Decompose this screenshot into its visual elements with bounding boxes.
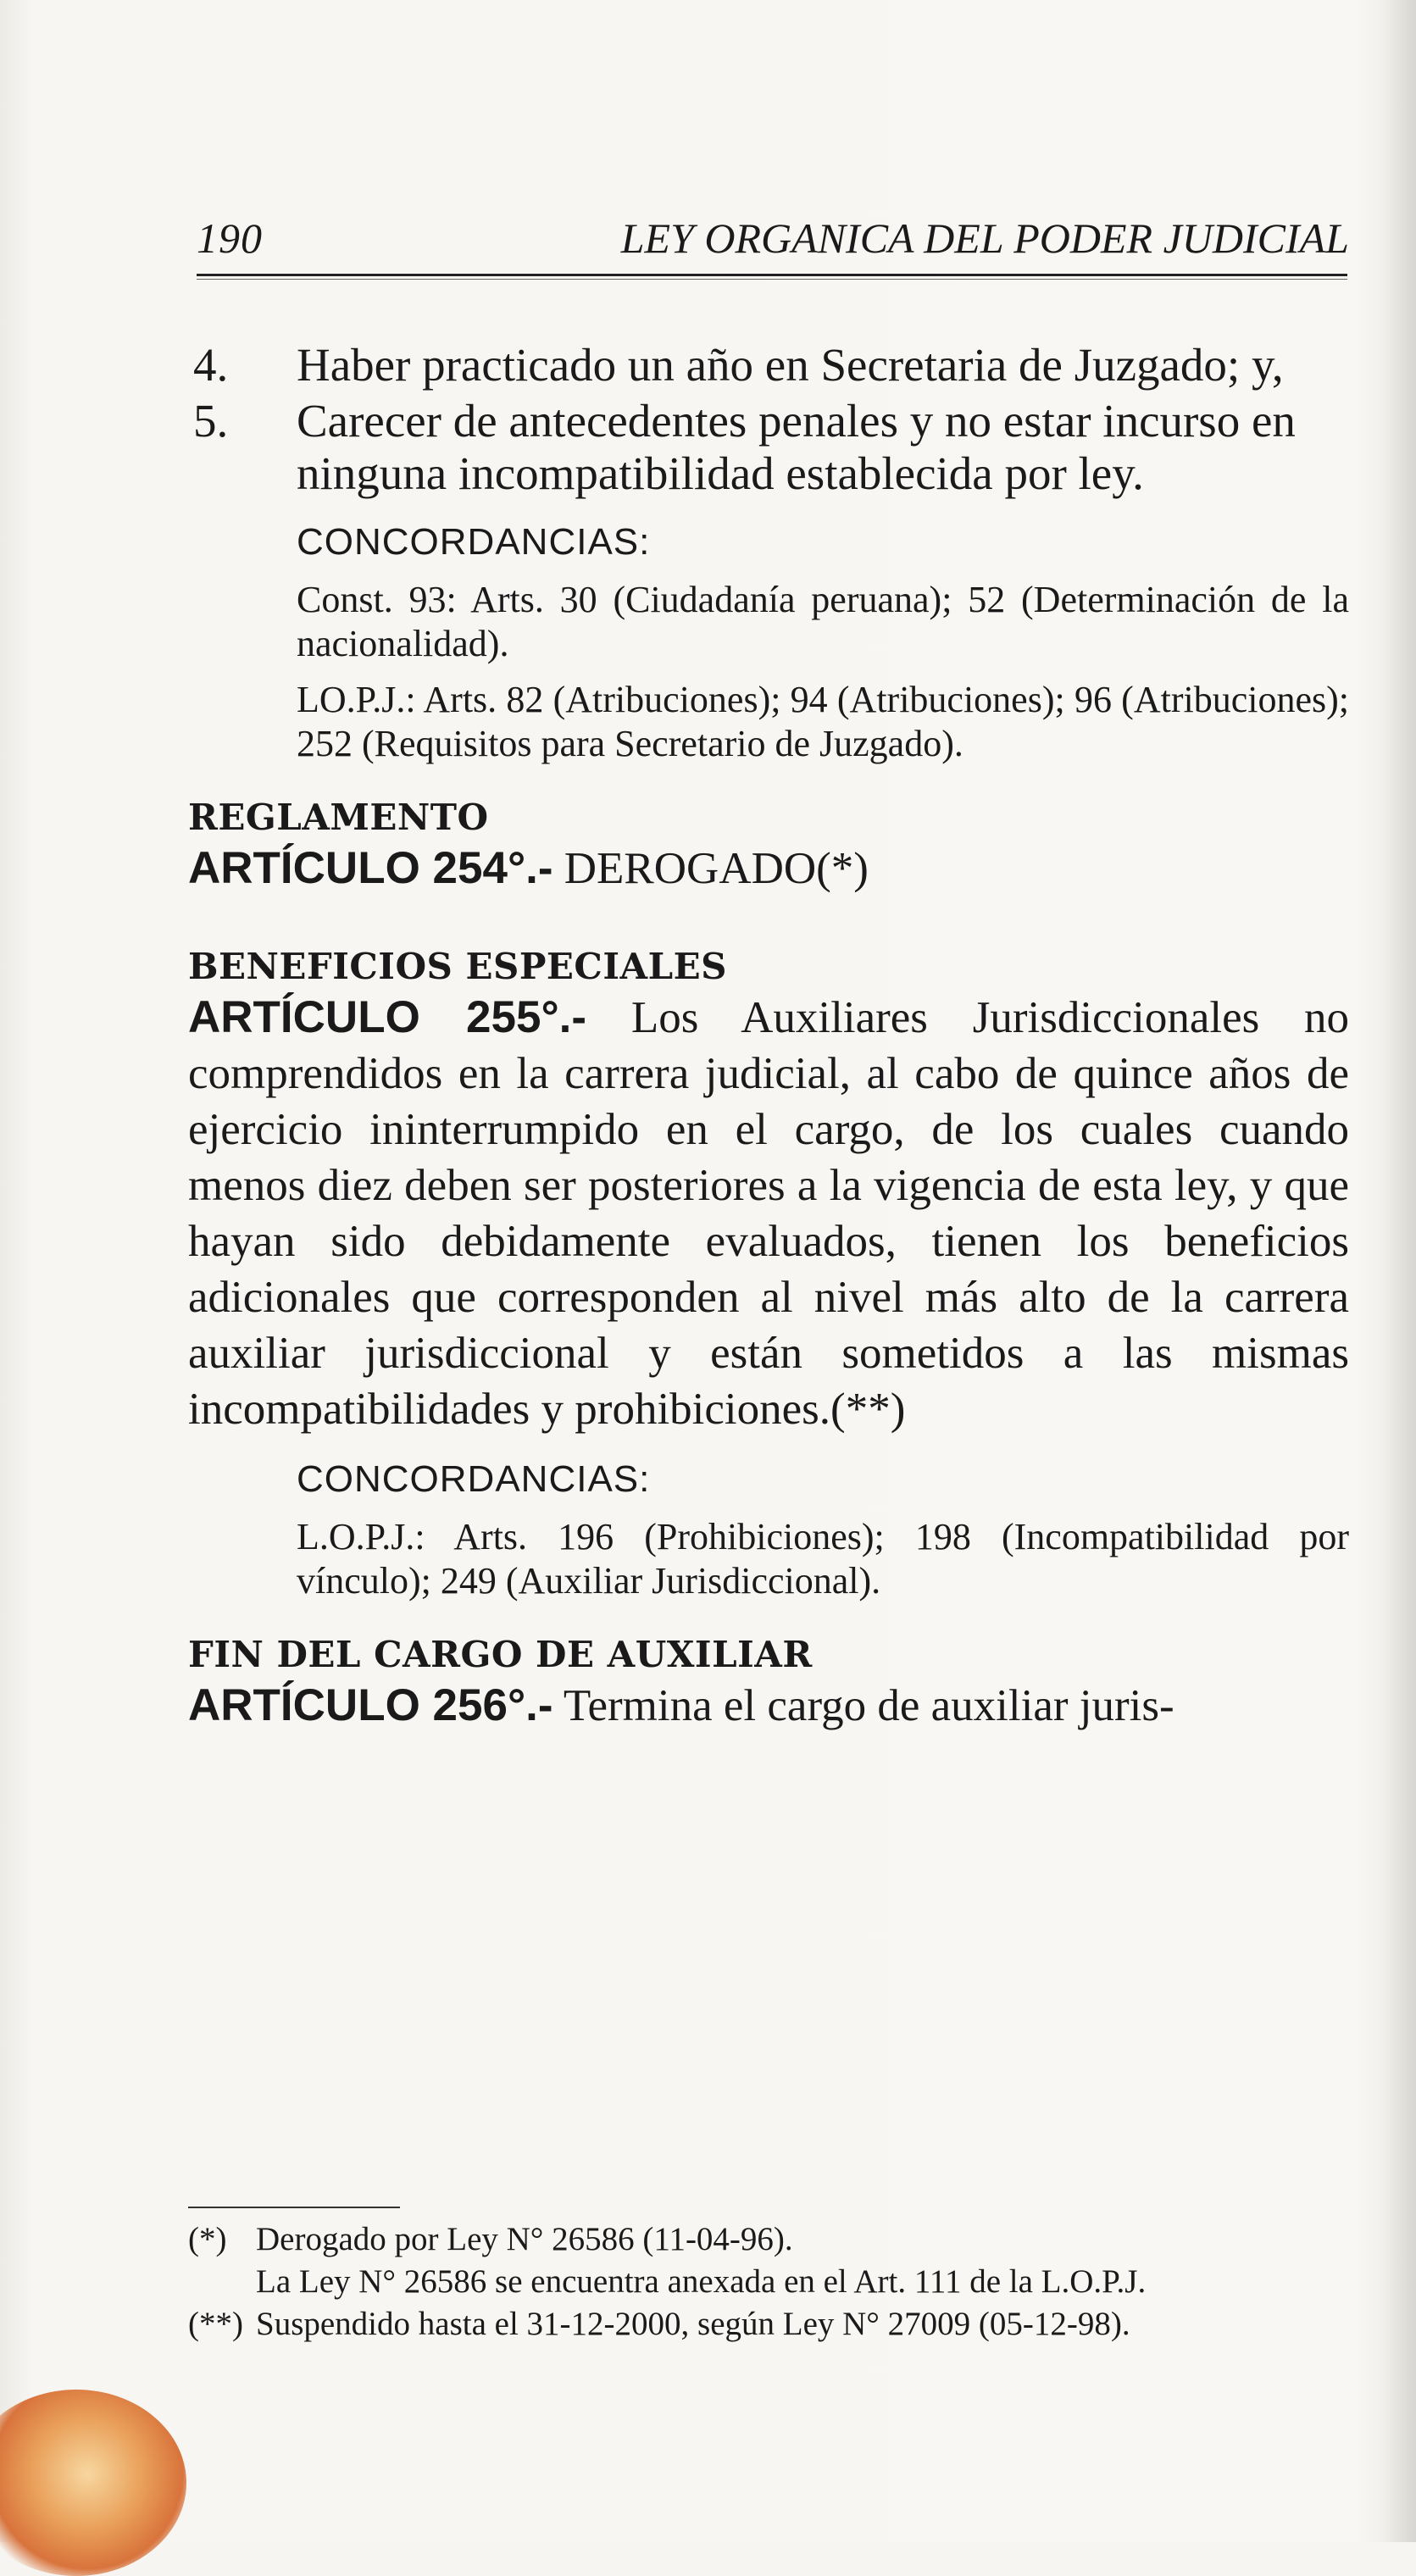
running-title: LEY ORGANICA DEL PODER JUDICIAL [620, 214, 1349, 262]
footnote-line: La Ley N° 26586 se encuentra anexada en el Art. 111 de la L.O.P.J. [256, 2263, 1147, 2300]
footnotes [188, 2218, 1349, 2346]
article-label: ARTÍCULO 255°.- [188, 992, 587, 1042]
page-body [188, 339, 1349, 1734]
page-number: 190 [197, 214, 263, 262]
footnote-line: Derogado por Ley N° 26586 (11-04-96). [256, 2221, 793, 2257]
list-item-text: Haber practicado un año en Secretaria de Juzgado; y, [297, 339, 1284, 391]
concordancias-block [188, 519, 1349, 766]
footnote [188, 2303, 1349, 2346]
page-edge-shadow [1382, 0, 1416, 2542]
list-item [188, 339, 1349, 391]
concordancia-line: LO.P.J.: Arts. 82 (Atribuciones); 94 (Atribuciones); 96 (Atribuciones); 252 (Requisitos para Secretario de Juzgado). [297, 679, 1349, 764]
header-rule [197, 274, 1347, 276]
footnote-mark: (**) [188, 2306, 243, 2342]
article-paragraph [188, 1678, 1349, 1734]
concordancia-line: L.O.P.J.: Arts. 196 (Prohibiciones); 198 (Incompatibilidad por vínculo); 249 (Auxiliar Jurisdiccional). [297, 1516, 1349, 1602]
article-label: ARTÍCULO 256°.- [188, 1680, 553, 1730]
concordancias-block [188, 1456, 1349, 1603]
article-text: DEROGADO(*) [553, 844, 869, 893]
footnote-line: Suspendido hasta el 31-12-2000, según Ley N° 27009 (05-12-98). [256, 2306, 1130, 2342]
article-text: Los Auxiliares Jurisdiccionales no comprendidos en la carrera judicial, al cabo de quince años de ejercicio ininterrumpido en el cargo, de los cuales cuando menos diez deben ser posteriores a la vigencia de esta ley, y que hayan sido debidamente evaluados, tienen los beneficios adicionales que corresponden al nivel más alto de la carrera auxiliar jurisdiccional y están sometidos a las mismas incompatibilidades y prohibiciones.(**) [188, 993, 1349, 1434]
section-title: REGLAMENTO [188, 797, 489, 838]
footnote-mark: (*) [188, 2221, 227, 2257]
page-header [197, 214, 1349, 273]
header-rule-thin [197, 279, 1347, 280]
concordancias-title: CONCORDANCIAS: [297, 1458, 651, 1500]
list-item-text: Carecer de antecedentes penales y no estar incurso en ninguna incompatibilidad establecida por ley. [297, 395, 1296, 499]
concordancia-line: Const. 93: Arts. 30 (Ciudadanía peruana); 52 (Determinación de la nacionalidad). [297, 579, 1349, 664]
footnote [188, 2218, 1349, 2303]
article-paragraph [188, 841, 1349, 897]
section-title: BENEFICIOS ESPECIALES [188, 946, 727, 987]
article-paragraph [188, 990, 1349, 1437]
section-title: FIN DEL CARGO DE AUXILIAR [188, 1634, 813, 1675]
list-item [188, 395, 1349, 500]
article-text: Termina el cargo de auxiliar juris- [553, 1681, 1174, 1730]
concordancias-title: CONCORDANCIAS: [297, 521, 651, 563]
list-item-number: 5. [193, 395, 229, 447]
footnote-rule [188, 2207, 400, 2208]
list-item-number: 4. [193, 339, 229, 391]
article-label: ARTÍCULO 254°.- [188, 843, 553, 893]
